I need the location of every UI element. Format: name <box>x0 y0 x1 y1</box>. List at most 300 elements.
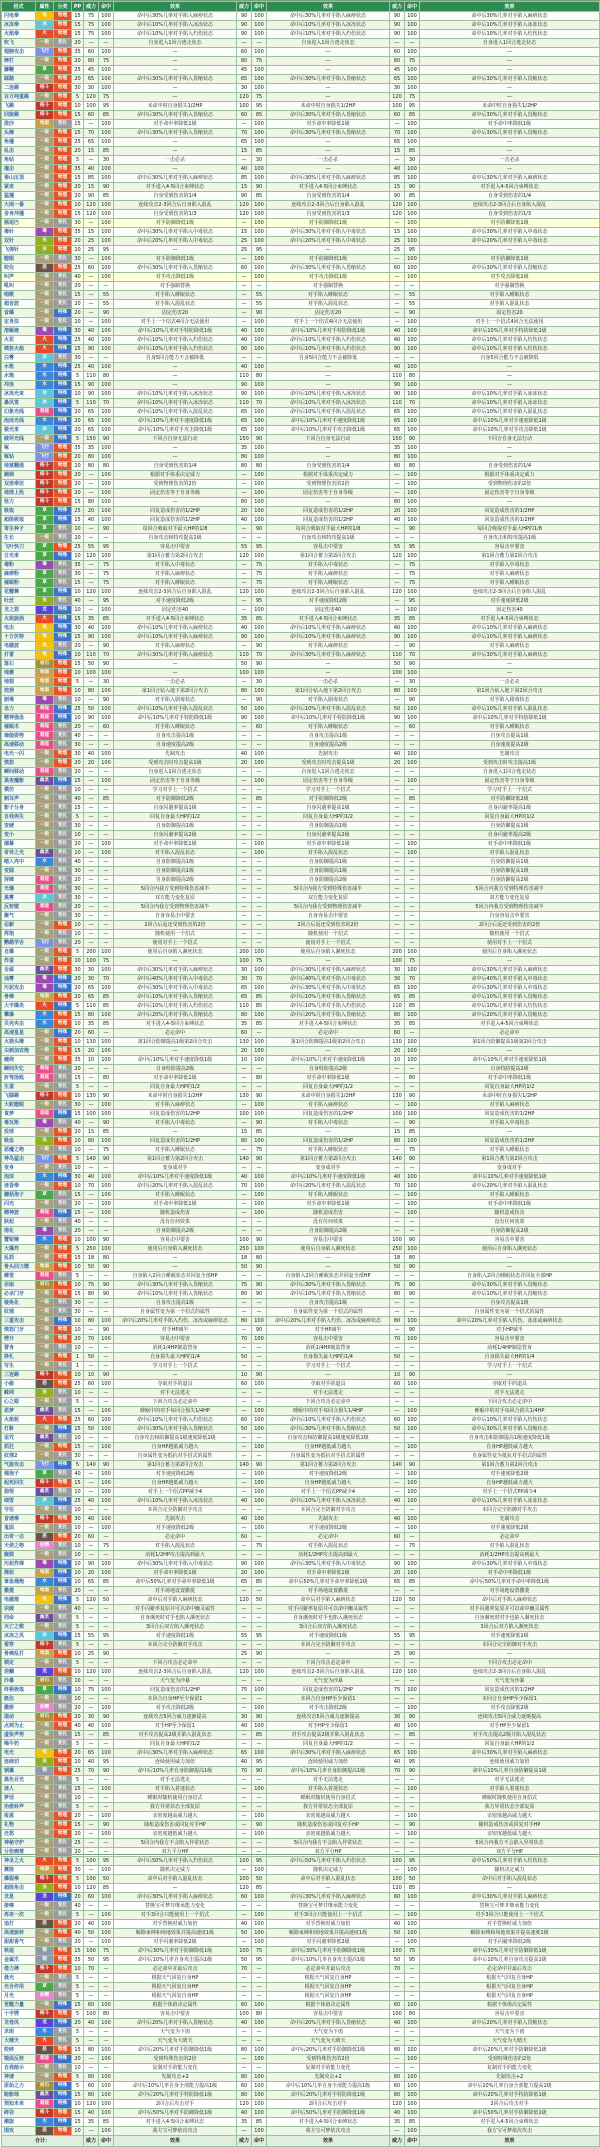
table-row[interactable] <box>2 435 600 444</box>
move-name[interactable]: 地裂 <box>2 678 36 687</box>
table-row[interactable] <box>2 363 600 372</box>
move-name[interactable]: 迁怒 <box>2 1830 36 1839</box>
move-name[interactable]: 迷昏拳 <box>2 1182 36 1191</box>
move-name[interactable]: 变圆 <box>2 867 36 876</box>
move-name[interactable]: 催眠粉 <box>2 579 36 588</box>
move-name[interactable]: 骨头回力镖 <box>2 1263 36 1272</box>
col-header-pp[interactable]: PP <box>72 2 84 12</box>
table-row[interactable] <box>2 399 600 408</box>
move-name[interactable]: 奇异之光 <box>2 849 36 858</box>
move-name[interactable]: 回旋踢 <box>2 111 36 120</box>
move-name[interactable]: 火焰拳 <box>2 30 36 39</box>
table-row[interactable] <box>2 1344 600 1353</box>
table-row[interactable] <box>2 660 600 669</box>
move-name[interactable]: 飞叶快刀 <box>2 543 36 552</box>
table-row[interactable] <box>2 1605 600 1614</box>
move-name[interactable]: 毒瓦斯 <box>2 1119 36 1128</box>
table-row[interactable] <box>2 912 600 921</box>
move-name[interactable]: 大爆炸 <box>2 1245 36 1254</box>
table-row[interactable] <box>2 948 600 957</box>
table-row[interactable] <box>2 1668 600 1677</box>
move-name[interactable]: 投球 <box>2 1128 36 1137</box>
move-name[interactable]: 怪力 <box>2 498 36 507</box>
table-row[interactable] <box>2 1947 600 1956</box>
table-row[interactable] <box>2 147 600 156</box>
table-row[interactable] <box>2 633 600 642</box>
move-name[interactable]: 喷射火焰 <box>2 345 36 354</box>
move-name[interactable]: 挺住 <box>2 1695 36 1704</box>
move-name[interactable]: 愤怒 <box>2 759 36 768</box>
move-name[interactable]: 纹理 <box>2 1308 36 1317</box>
move-name[interactable]: 替身 <box>2 1344 36 1353</box>
move-name[interactable]: 看穿 <box>2 1641 36 1650</box>
move-name[interactable]: 飞膝踢 <box>2 1092 36 1101</box>
move-name[interactable]: 精神波 <box>2 1209 36 1218</box>
table-row[interactable] <box>2 1587 600 1596</box>
table-row[interactable] <box>2 1785 600 1794</box>
table-row[interactable] <box>2 2118 600 2127</box>
move-name[interactable]: 天使之吻 <box>2 1542 36 1551</box>
table-row[interactable] <box>2 111 600 120</box>
table-row[interactable] <box>2 1389 600 1398</box>
col-header-effect-1[interactable]: 效果 <box>114 2 237 12</box>
table-row[interactable] <box>2 1227 600 1236</box>
move-name[interactable]: 连续切 <box>2 1758 36 1767</box>
table-row[interactable] <box>2 1209 600 1218</box>
move-name[interactable]: 幻象光线 <box>2 408 36 417</box>
table-row[interactable] <box>2 1479 600 1488</box>
move-name[interactable]: 吸取 <box>2 507 36 516</box>
table-row[interactable] <box>2 1254 600 1263</box>
move-name[interactable]: 地震 <box>2 669 36 678</box>
move-name[interactable]: 龙之怒 <box>2 606 36 615</box>
table-row[interactable] <box>2 183 600 192</box>
move-name[interactable]: 藤鞭 <box>2 66 36 75</box>
table-row[interactable] <box>2 1119 600 1128</box>
table-row[interactable] <box>2 993 600 1002</box>
move-name[interactable]: 音速拳 <box>2 1515 36 1524</box>
move-name[interactable]: 喝牛奶 <box>2 1740 36 1749</box>
move-name[interactable]: 音爆 <box>2 309 36 318</box>
move-name[interactable]: 再来一次 <box>2 1911 36 1920</box>
move-name[interactable]: 接棒 <box>2 1902 36 1911</box>
move-name[interactable]: 地球上投 <box>2 489 36 498</box>
move-name[interactable]: 泼沙 <box>2 120 36 129</box>
table-row[interactable] <box>2 1578 600 1587</box>
table-row[interactable] <box>2 741 600 750</box>
table-row[interactable] <box>2 48 600 57</box>
move-name[interactable]: 麻痹粉 <box>2 570 36 579</box>
table-row[interactable] <box>2 849 600 858</box>
table-row[interactable] <box>2 93 600 102</box>
table-row[interactable] <box>2 669 600 678</box>
move-name[interactable]: 变身 <box>2 1164 36 1173</box>
table-row[interactable] <box>2 30 600 39</box>
table-row[interactable] <box>2 894 600 903</box>
table-row[interactable] <box>2 264 600 273</box>
table-row[interactable] <box>2 345 600 354</box>
table-row[interactable] <box>2 1236 600 1245</box>
move-name[interactable]: 细雪 <box>2 1497 36 1506</box>
table-row[interactable] <box>2 1011 600 1020</box>
move-name[interactable]: 生长 <box>2 534 36 543</box>
table-row[interactable] <box>2 1020 600 1029</box>
move-name[interactable]: 破坏光线 <box>2 435 36 444</box>
col-header-acc-3[interactable]: 命中 <box>405 2 420 12</box>
move-name[interactable]: 污泥攻击 <box>2 984 36 993</box>
table-row[interactable] <box>2 480 600 489</box>
move-name[interactable]: 睡觉 <box>2 1272 36 1281</box>
table-row[interactable] <box>2 975 600 984</box>
move-name[interactable]: 贝壳夹击 <box>2 1020 36 1029</box>
table-row[interactable] <box>2 1704 600 1713</box>
table-row[interactable] <box>2 1515 600 1524</box>
table-row[interactable] <box>2 291 600 300</box>
table-row[interactable] <box>2 1083 600 1092</box>
table-row[interactable] <box>2 1308 600 1317</box>
move-name[interactable]: 金属爪 <box>2 1956 36 1965</box>
move-name[interactable]: 晨光 <box>2 1974 36 1983</box>
table-row[interactable] <box>2 714 600 723</box>
move-name[interactable]: 恶梦 <box>2 1407 36 1416</box>
table-row[interactable] <box>2 462 600 471</box>
col-header-effect-2[interactable]: 效果 <box>267 2 390 12</box>
table-row[interactable] <box>2 1470 600 1479</box>
move-name[interactable]: 二连踢 <box>2 84 36 93</box>
move-name[interactable]: 滚动 <box>2 1713 36 1722</box>
table-row[interactable] <box>2 2001 600 2010</box>
table-row[interactable] <box>2 102 600 111</box>
table-row[interactable] <box>2 777 600 786</box>
move-name[interactable]: 岩崩 <box>2 1281 36 1290</box>
move-name[interactable]: 预知未来 <box>2 2100 36 2109</box>
move-name[interactable]: 水炮 <box>2 372 36 381</box>
move-name[interactable]: 迷人 <box>2 1785 36 1794</box>
move-name[interactable]: 围攻 <box>2 2127 36 2136</box>
table-row[interactable] <box>2 2046 600 2055</box>
table-row[interactable] <box>2 1866 600 1875</box>
table-row[interactable] <box>2 1857 600 1866</box>
move-name[interactable]: 潮旋 <box>2 2118 36 2127</box>
table-row[interactable] <box>2 2091 600 2100</box>
move-name[interactable]: 暗影球 <box>2 2091 36 2100</box>
table-row[interactable] <box>2 822 600 831</box>
table-row[interactable] <box>2 2037 600 2046</box>
table-row[interactable] <box>2 75 600 84</box>
table-row[interactable] <box>2 858 600 867</box>
table-row[interactable] <box>2 309 600 318</box>
move-name[interactable]: 变小 <box>2 831 36 840</box>
table-row[interactable] <box>2 1497 600 1506</box>
move-name[interactable]: 挣扎 <box>2 1353 36 1362</box>
table-row[interactable] <box>2 273 600 282</box>
move-name[interactable]: 翅膀攻击 <box>2 48 36 57</box>
table-row[interactable] <box>2 2100 600 2109</box>
move-name[interactable]: 撒娇 <box>2 1704 36 1713</box>
move-name[interactable]: 溶解液 <box>2 327 36 336</box>
move-name[interactable]: 神鸟猛击 <box>2 1155 36 1164</box>
move-name[interactable]: 食梦 <box>2 1110 36 1119</box>
table-row[interactable] <box>2 1974 600 1983</box>
move-name[interactable]: 黑雾 <box>2 894 36 903</box>
table-row[interactable] <box>2 885 600 894</box>
table-row[interactable] <box>2 201 600 210</box>
col-header-type[interactable]: 属性 <box>36 2 54 12</box>
table-row[interactable] <box>2 2109 600 2118</box>
move-name[interactable]: 瞪眼 <box>2 255 36 264</box>
move-name[interactable]: 泰山压顶 <box>2 174 36 183</box>
move-name[interactable]: 电击 <box>2 624 36 633</box>
table-row[interactable] <box>2 1920 600 1929</box>
move-name[interactable]: 落石 <box>2 660 36 669</box>
table-row[interactable] <box>2 1740 600 1749</box>
table-row[interactable] <box>2 1065 600 1074</box>
table-row[interactable] <box>2 1983 600 1992</box>
table-row[interactable] <box>2 1677 600 1686</box>
table-row[interactable] <box>2 1839 600 1848</box>
table-row[interactable] <box>2 1731 600 1740</box>
move-name[interactable]: 电光 <box>2 1749 36 1758</box>
move-name[interactable]: 打雷 <box>2 651 36 660</box>
table-row[interactable] <box>2 228 600 237</box>
table-row[interactable] <box>2 1794 600 1803</box>
move-name[interactable]: 点到为止 <box>2 1722 36 1731</box>
table-row[interactable] <box>2 1074 600 1083</box>
move-name[interactable]: 挥指 <box>2 930 36 939</box>
table-row[interactable] <box>2 678 600 687</box>
table-row[interactable] <box>2 1758 600 1767</box>
table-row[interactable] <box>2 246 600 255</box>
table-row[interactable] <box>2 1749 600 1758</box>
move-name[interactable]: 紧束 <box>2 183 36 192</box>
move-name[interactable]: 影子分身 <box>2 804 36 813</box>
table-row[interactable] <box>2 1821 600 1830</box>
table-row[interactable] <box>2 138 600 147</box>
table-row[interactable] <box>2 930 600 939</box>
table-row[interactable] <box>2 1263 600 1272</box>
table-row[interactable] <box>2 372 600 381</box>
move-name[interactable]: 吐丝 <box>2 597 36 606</box>
table-row[interactable] <box>2 516 600 525</box>
move-name[interactable]: 跃起 <box>2 1218 36 1227</box>
table-row[interactable] <box>2 651 600 660</box>
table-row[interactable] <box>2 1218 600 1227</box>
table-row[interactable] <box>2 408 600 417</box>
table-row[interactable] <box>2 1776 600 1785</box>
move-name[interactable]: 地狱翻滚 <box>2 462 36 471</box>
move-name[interactable]: 烟幕 <box>2 840 36 849</box>
move-name[interactable]: 屏障 <box>2 876 36 885</box>
table-row[interactable] <box>2 219 600 228</box>
move-name[interactable]: 乱击 <box>2 147 36 156</box>
table-row[interactable] <box>2 507 600 516</box>
move-name[interactable]: 闪电拳 <box>2 12 36 21</box>
table-row[interactable] <box>2 1038 600 1047</box>
table-row[interactable] <box>2 318 600 327</box>
move-name[interactable]: 写生 <box>2 1362 36 1371</box>
move-name[interactable]: 光墙 <box>2 885 36 894</box>
move-name[interactable]: 钢翼 <box>2 1767 36 1776</box>
table-row[interactable] <box>2 543 600 552</box>
move-name[interactable]: 催眠术 <box>2 723 36 732</box>
move-name[interactable]: 月光 <box>2 1992 36 2001</box>
table-row[interactable] <box>2 1812 600 1821</box>
move-name[interactable]: 气旋攻击 <box>2 1461 36 1470</box>
move-name[interactable]: 识破 <box>2 1605 36 1614</box>
table-row[interactable] <box>2 840 600 849</box>
move-name[interactable]: 超级吸取 <box>2 516 36 525</box>
move-name[interactable]: 大晴天 <box>2 2037 36 2046</box>
table-row[interactable] <box>2 1614 600 1623</box>
table-row[interactable] <box>2 1092 600 1101</box>
move-name[interactable]: 神秘守护 <box>2 1839 36 1848</box>
table-row[interactable] <box>2 624 600 633</box>
table-row[interactable] <box>2 156 600 165</box>
table-row[interactable] <box>2 1551 600 1560</box>
move-name[interactable]: 飞弹针 <box>2 246 36 255</box>
table-row[interactable] <box>2 588 600 597</box>
move-name[interactable]: 刺耳声 <box>2 795 36 804</box>
table-row[interactable] <box>2 723 600 732</box>
table-row[interactable] <box>2 1659 600 1668</box>
move-name[interactable]: 蟹钳锤 <box>2 1236 36 1245</box>
table-row[interactable] <box>2 687 600 696</box>
table-row[interactable] <box>2 1524 600 1533</box>
move-name[interactable]: 吹飞 <box>2 39 36 48</box>
move-name[interactable]: 愤怒门牙 <box>2 1326 36 1335</box>
table-row[interactable] <box>2 2028 600 2037</box>
move-name[interactable]: 火焰旋涡 <box>2 615 36 624</box>
table-row[interactable] <box>2 2082 600 2091</box>
table-row[interactable] <box>2 498 600 507</box>
table-row[interactable] <box>2 1317 600 1326</box>
move-name[interactable]: 原始之力 <box>2 2082 36 2091</box>
move-name[interactable]: 咬住 <box>2 264 36 273</box>
table-row[interactable] <box>2 336 600 345</box>
move-name[interactable]: 闪光 <box>2 1200 36 1209</box>
move-name[interactable]: 瞬间失忆 <box>2 1065 36 1074</box>
table-row[interactable] <box>2 1686 600 1695</box>
table-row[interactable] <box>2 606 600 615</box>
table-row[interactable] <box>2 1029 600 1038</box>
table-row[interactable] <box>2 1191 600 1200</box>
table-row[interactable] <box>2 2019 600 2028</box>
move-name[interactable]: 出奇一击 <box>2 1533 36 1542</box>
move-name[interactable]: 终极吸取 <box>2 1686 36 1695</box>
move-name[interactable]: 舍身冲撞 <box>2 210 36 219</box>
table-row[interactable] <box>2 1002 600 1011</box>
table-row[interactable] <box>2 732 600 741</box>
move-name[interactable]: 电磁波 <box>2 642 36 651</box>
move-name[interactable]: 同命 <box>2 1614 36 1623</box>
move-name[interactable]: 大蛇瞪眼 <box>2 1101 36 1110</box>
table-row[interactable] <box>2 966 600 975</box>
move-name[interactable]: 极光束 <box>2 426 36 435</box>
move-name[interactable]: 摇尾巴 <box>2 219 36 228</box>
table-row[interactable] <box>2 795 600 804</box>
move-name[interactable]: 骨棒 <box>2 993 36 1002</box>
table-row[interactable] <box>2 2010 600 2019</box>
move-name[interactable]: 冰冻光束 <box>2 390 36 399</box>
table-row[interactable] <box>2 804 600 813</box>
table-row[interactable] <box>2 192 600 201</box>
move-name[interactable]: 恶魔之吻 <box>2 1146 36 1155</box>
table-row[interactable] <box>2 561 600 570</box>
move-name[interactable]: 摔打 <box>2 57 36 66</box>
move-name[interactable]: 毒针 <box>2 228 36 237</box>
move-name[interactable]: 自爆 <box>2 948 36 957</box>
table-row[interactable] <box>2 1884 600 1893</box>
move-name[interactable]: 劈开 <box>2 1335 36 1344</box>
move-name[interactable]: 甜甜香气 <box>2 1938 36 1947</box>
table-row[interactable] <box>2 1281 600 1290</box>
move-name[interactable]: 头锤 <box>2 129 36 138</box>
table-row[interactable] <box>2 354 600 363</box>
move-name[interactable]: 聚气 <box>2 912 36 921</box>
move-name[interactable]: 虚张声势 <box>2 1731 36 1740</box>
table-row[interactable] <box>2 1434 600 1443</box>
move-name[interactable]: 诅咒 <box>2 1434 36 1443</box>
move-name[interactable]: 锁定 <box>2 1659 36 1668</box>
move-name[interactable]: 叫声 <box>2 273 36 282</box>
move-name[interactable]: 碎岩 <box>2 2109 36 2118</box>
move-name[interactable]: 念力 <box>2 705 36 714</box>
move-name[interactable]: 电磁炮 <box>2 1596 36 1605</box>
move-name[interactable]: 缠绕 <box>2 1056 36 1065</box>
move-name[interactable]: 反射壁 <box>2 903 36 912</box>
table-row[interactable] <box>2 750 600 759</box>
table-row[interactable] <box>2 1173 600 1182</box>
move-name[interactable]: 泡沫光线 <box>2 417 36 426</box>
table-row[interactable] <box>2 1830 600 1839</box>
table-row[interactable] <box>2 1299 600 1308</box>
table-row[interactable] <box>2 1803 600 1812</box>
move-name[interactable]: 鹦鹉学舌 <box>2 939 36 948</box>
table-row[interactable] <box>2 1164 600 1173</box>
move-name[interactable]: 溶化 <box>2 1227 36 1236</box>
move-name[interactable]: 求雨 <box>2 2028 36 2037</box>
table-row[interactable] <box>2 1965 600 1974</box>
move-name[interactable]: 火焰轮 <box>2 1416 36 1425</box>
move-name[interactable]: 啄 <box>2 444 36 453</box>
table-row[interactable] <box>2 1101 600 1110</box>
move-name[interactable]: 必杀门牙 <box>2 1290 36 1299</box>
table-row[interactable] <box>2 2127 600 2136</box>
move-name[interactable]: 毒粉 <box>2 561 36 570</box>
move-name[interactable]: 纹理2 <box>2 1452 36 1461</box>
table-row[interactable] <box>2 1533 600 1542</box>
table-row[interactable] <box>2 1956 600 1965</box>
table-row[interactable] <box>2 615 600 624</box>
move-name[interactable]: 乱抓 <box>2 1254 36 1263</box>
table-row[interactable] <box>2 534 600 543</box>
table-row[interactable] <box>2 642 600 651</box>
move-name[interactable]: 怨恨 <box>2 1488 36 1497</box>
table-row[interactable] <box>2 1128 600 1137</box>
table-row[interactable] <box>2 552 600 561</box>
move-name[interactable]: 踢倒 <box>2 471 36 480</box>
move-name[interactable]: 剧毒 <box>2 696 36 705</box>
move-name[interactable]: 踩踏 <box>2 75 36 84</box>
move-name[interactable]: 报恩 <box>2 1812 36 1821</box>
move-name[interactable]: 借力摔 <box>2 1965 36 1974</box>
table-row[interactable] <box>2 444 600 453</box>
move-name[interactable]: 污泥炸弹 <box>2 1560 36 1569</box>
table-row[interactable] <box>2 579 600 588</box>
move-name[interactable]: 定身法 <box>2 318 36 327</box>
move-name[interactable]: 高速星星 <box>2 1029 36 1038</box>
table-row[interactable] <box>2 282 600 291</box>
